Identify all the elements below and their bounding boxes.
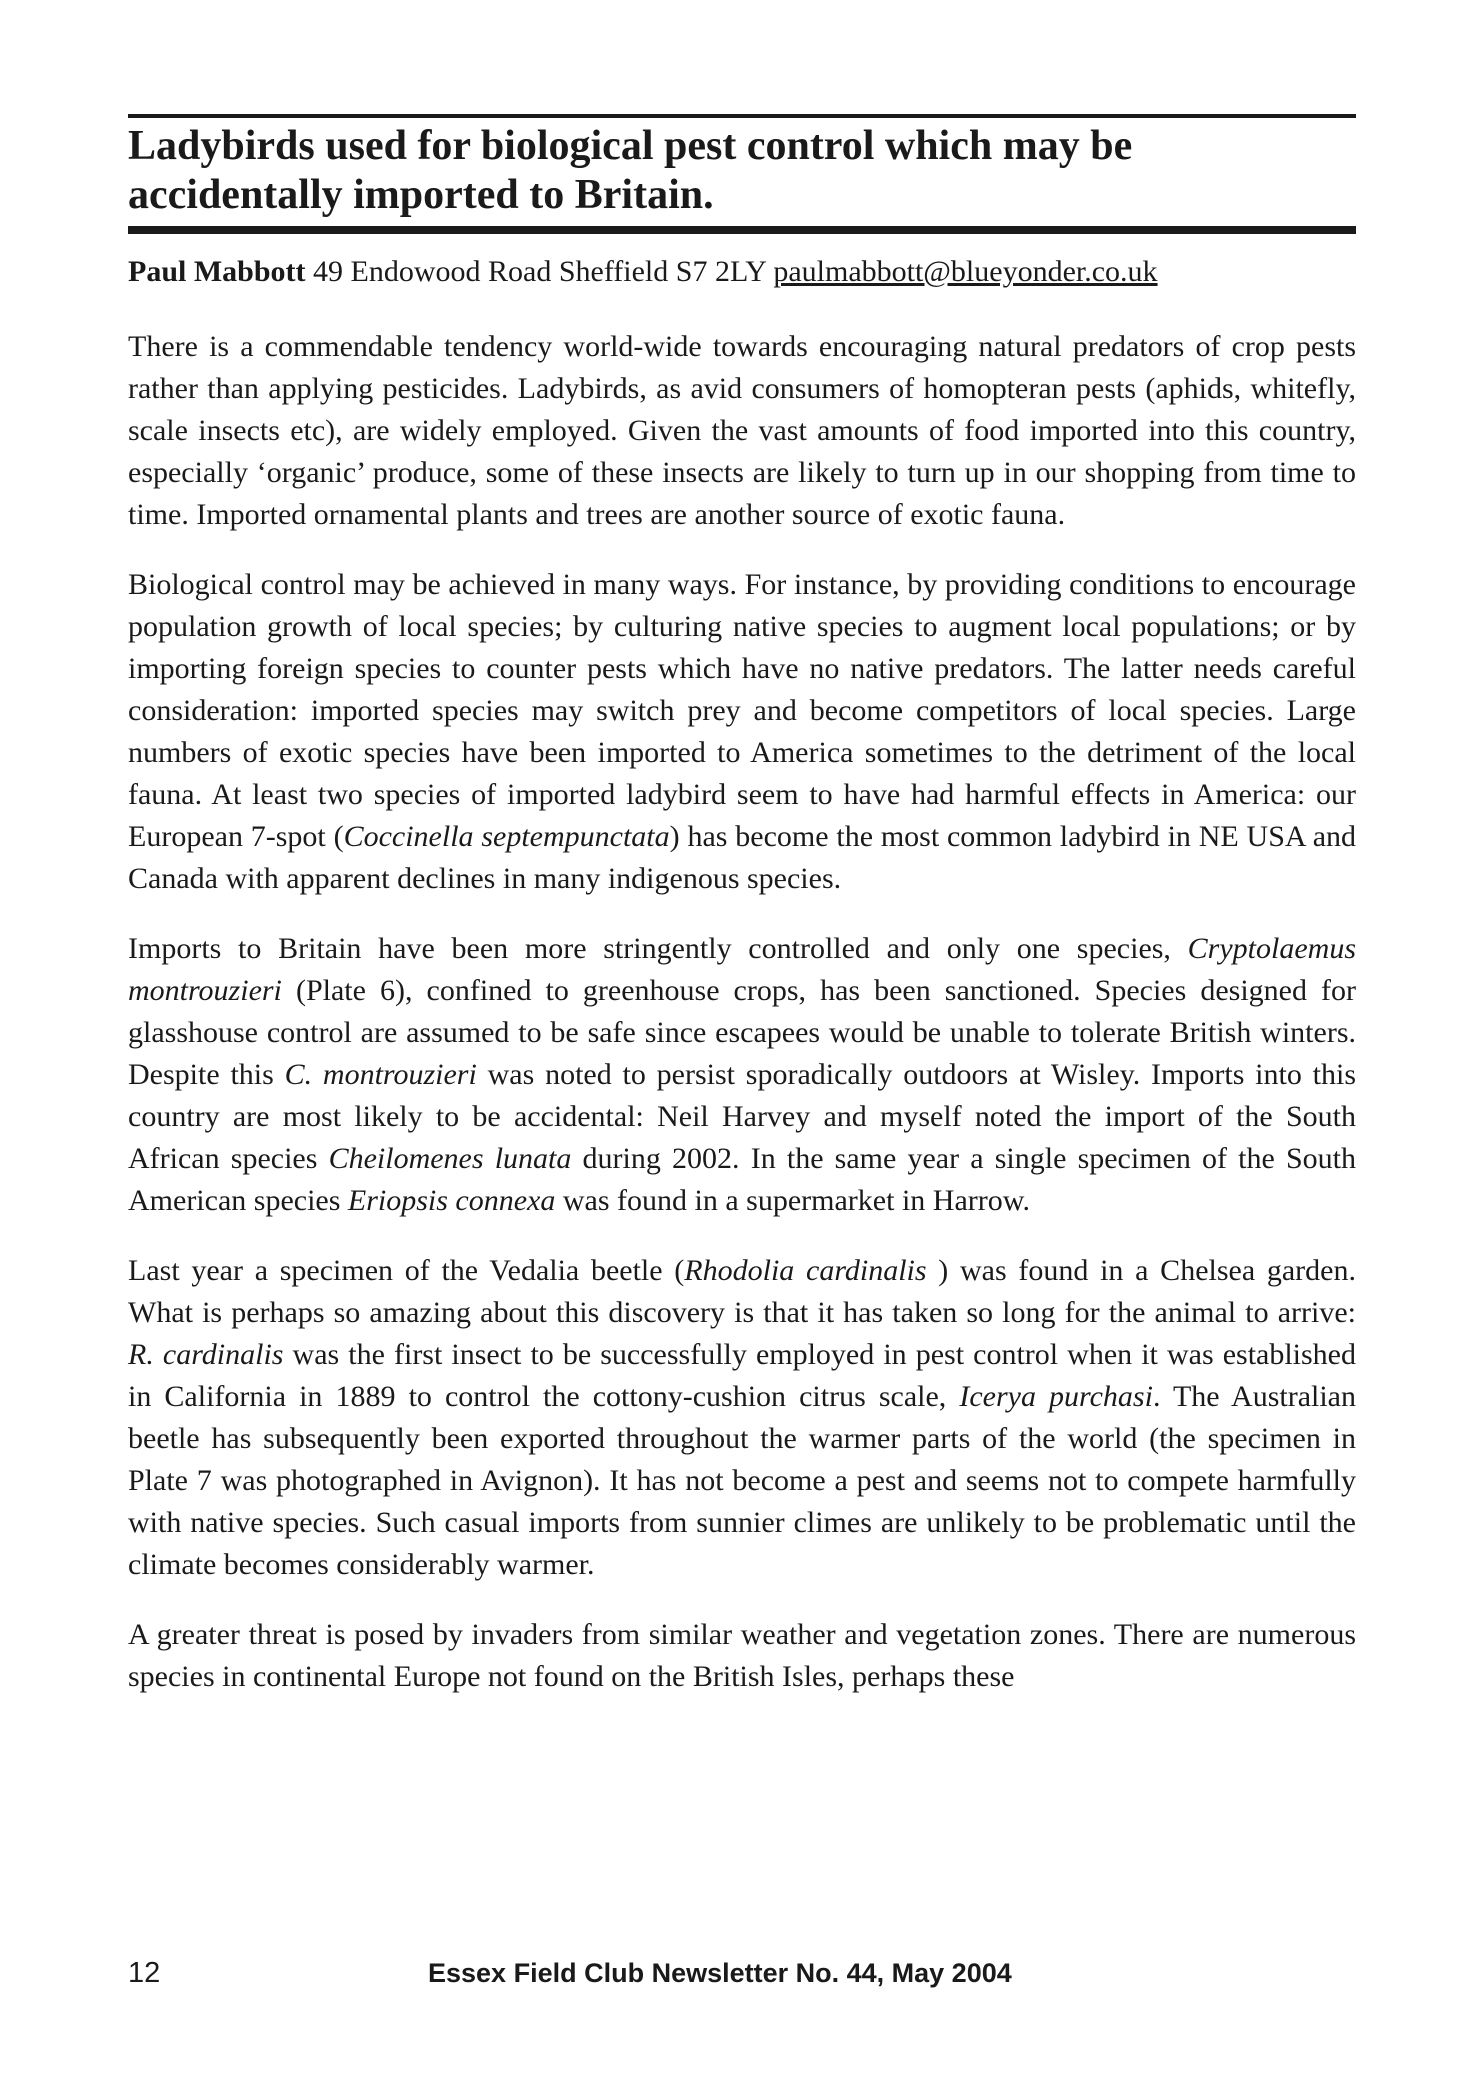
byline: [128, 254, 1356, 290]
species-name: Eriopsis connexa: [347, 1184, 556, 1217]
species-name: C. montrouzieri: [284, 1058, 477, 1091]
page-number: 12: [128, 1957, 161, 1989]
paragraph-2-text: Biological control may be achieved in many ways. For instance, by providing conditions to encourage population growth of local species; by culturing native species to augment local populations; or by importing foreign species to counter pests which have no native predators. The latter needs careful consideration: imported species may switch prey and become competitors of local species. Large numbers of exotic species have been imported to America sometimes to the detriment of the local fauna. At least two species of imported ladybird seem to have had harmful effects in America: our European 7-spot (: [128, 568, 1356, 853]
page-footer: [128, 1956, 1356, 1996]
paragraph-3-text: (Plate 6), confined to greenhouse crops, has been sanctioned. Species designed for glasshouse control are assumed to be safe since escapees would be unable to tolerate British winters. Despite this: [128, 974, 1356, 1091]
paragraph-2-text: ) has become the most common ladybird in NE USA and Canada with apparent declines in many indigenous species.: [128, 820, 1357, 895]
author-email-link[interactable]: paulmabbott@blueyonder.co.uk: [773, 255, 1158, 288]
article-body: [128, 326, 1356, 1726]
paragraph-3-text: during 2002. In the same year a single specimen of the South American species: [128, 1142, 1357, 1217]
species-name: Icerya purchasi: [959, 1380, 1153, 1413]
title-top-rule: [128, 114, 1356, 118]
species-name: R. cardinalis: [128, 1338, 284, 1371]
species-name: Cheilomenes lunata: [328, 1142, 572, 1175]
article-title: Ladybirds used for biological pest control which may be accidentally imported to Britain.: [128, 123, 1133, 218]
paragraph-4-text: was the first insect to be successfully employed in pest control when it was established in California in 1889 to control the cottony-cushion citrus scale,: [128, 1338, 1356, 1413]
paragraph-3-text: Imports to Britain have been more stringently controlled and only one species,: [128, 932, 1188, 965]
page: [128, 0, 1356, 2100]
species-name: Coccinella septempunctata: [343, 820, 670, 853]
title-bottom-rule: [128, 226, 1356, 234]
paragraph-1: There is a commendable tendency world-wide towards encouraging natural predators of crop pests rather than applying pesticides. Ladybirds, as avid consumers of homopteran pests (aphids, whitefly, scale insects etc), are widely employed. Given the vast amounts of food imported into this country, especially ‘organic’ produce, some of these insects are likely to turn up in our shopping from time to time. Imported ornamental plants and trees are another source of exotic fauna.: [128, 330, 1356, 531]
paragraph-3-text: was found in a supermarket in Harrow.: [555, 1184, 1030, 1217]
paragraph-4: [128, 1250, 1356, 1586]
paragraph-3: [128, 928, 1356, 1222]
species-name: Cryptolaemus montrouzieri: [128, 932, 1356, 1007]
paragraph-3-text: was noted to persist sporadically outdoors at Wisley. Imports into this country are most likely to be accidental: Neil Harvey and myself noted the import of the South African species: [128, 1058, 1356, 1175]
paragraph-2: [128, 564, 1356, 900]
paragraph-4-text: . The Australian beetle has subsequently been exported throughout the warmer parts of the world (the specimen in Plate 7 was photographed in Avignon). It has not become a pest and seems not to compete harmfully with native species. Such casual imports from sunnier climes are unlikely to be problematic until the climate becomes considerably warmer.: [128, 1380, 1357, 1581]
author-address: 49 Endowood Road Sheffield S7 2LY: [313, 255, 766, 288]
species-name: Rhodolia cardinalis: [684, 1254, 927, 1287]
paragraph-4-text: ) was found in a Chelsea garden. What is perhaps so amazing about this discovery is that it has taken so long for the animal to arrive:: [128, 1254, 1356, 1329]
author-name: Paul Mabbott: [128, 255, 306, 288]
paragraph-5: A greater threat is posed by invaders from similar weather and vegetation zones. There are numerous species in continental Europe not found on the British Isles, perhaps these: [128, 1618, 1356, 1693]
paragraph-4-text: Last year a specimen of the Vedalia beetle (: [128, 1254, 685, 1287]
publication-title: Essex Field Club Newsletter No. 44, May 2004: [428, 1958, 1012, 1988]
